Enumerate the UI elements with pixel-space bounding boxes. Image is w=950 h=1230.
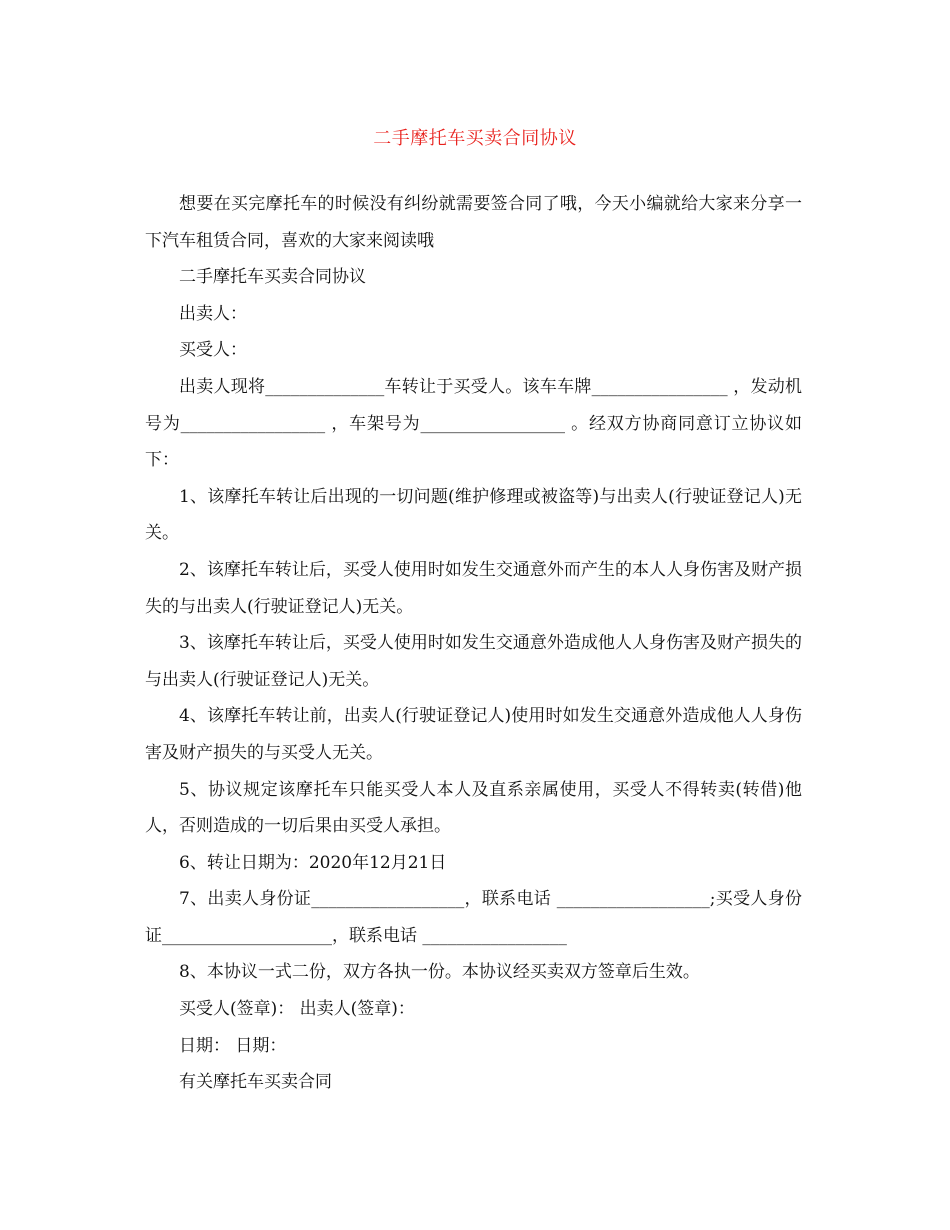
clause-6: 6、转让日期为：2020年12月21日 (179, 852, 447, 873)
transfer-paragraph: 出卖人现将______________车转让于买受人。该车车牌________________ ，发动机号为_________________ ，车架号为_________________ 。经双方协商同意订立协议如下： (145, 376, 802, 471)
date-line: 日期： 日期： (179, 1035, 287, 1056)
buyer-line: 买受人： (179, 340, 247, 361)
clause-1: 1、该摩托车转让后出现的一切问题(维护修理或被盗等)与出卖人(行驶证登记人)无关。 (145, 486, 802, 544)
clause-7: 7、出卖人身份证__________________，联系电话 __________________;买受人身份证____________________，联系电话 _________________ (145, 889, 802, 946)
clause-3: 3、该摩托车转让后，买受人使用时如发生交通意外造成他人人身伤害及财产损失的与出卖人(行驶证登记人)无关。 (145, 633, 802, 690)
clause-8: 8、本协议一式二份，双方各执一份。本协议经买卖双方签章后生效。 (179, 962, 700, 983)
clause-4: 4、该摩托车转让前，出卖人(行驶证登记人)使用时如发生交通意外造成他人人身伤害及财产损失的与买受人无关。 (145, 706, 802, 763)
document-body (145, 186, 802, 1101)
related-heading: 有关摩托车买卖合同 (179, 1072, 332, 1093)
document-title: 二手摩托车买卖合同协议 (373, 128, 577, 149)
seller-line: 出卖人： (179, 303, 247, 324)
intro-paragraph: 想要在买完摩托车的时候没有纠纷就需要签合同了哦，今天小编就给大家来分享一下汽车租赁合同，喜欢的大家来阅读哦 (145, 194, 802, 251)
clause-5: 5、协议规定该摩托车只能买受人本人及直系亲属使用，买受人不得转卖(转借)他人，否则造成的一切后果由买受人承担。 (145, 779, 802, 837)
clause-2: 2、该摩托车转让后，买受人使用时如发生交通意外而产生的本人人身伤害及财产损失的与出卖人(行驶证登记人)无关。 (145, 559, 802, 617)
signature-line: 买受人(签章)： 出卖人(签章)： (179, 999, 415, 1020)
contract-heading: 二手摩托车买卖合同协议 (179, 267, 366, 288)
